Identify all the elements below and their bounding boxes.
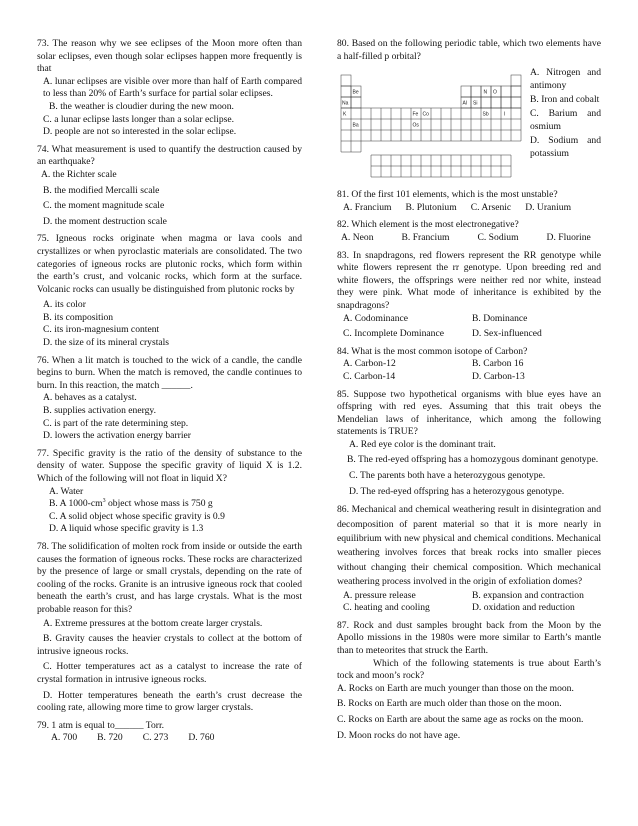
option-d: D. Moon rocks do not have age. (337, 729, 461, 741)
question-83 (337, 250, 601, 341)
cell-k: K (343, 111, 347, 118)
question-85 (337, 389, 601, 499)
option-c: C. Rocks on Earth are about the same age as rocks on the moon. (337, 714, 584, 726)
question-stem: 74. What measurement is used to quantify the destruction caused by an earthquake? (37, 143, 302, 168)
option-d: D. the size of its mineral crystals (43, 337, 170, 349)
option-b (37, 498, 302, 511)
option-c: C. a lunar eclipse lasts longer than a solar eclipse. (43, 113, 235, 125)
option-c: C. The parents both have a heterozygous genotype. (349, 470, 546, 482)
question-81 (337, 189, 601, 214)
question-82 (337, 219, 601, 244)
option-d: D. The red-eyed offspring has a heterozygous genotype. (349, 485, 565, 497)
cell-sb: Sb (482, 111, 489, 118)
question-86 (337, 503, 601, 615)
question-74 (37, 144, 302, 229)
option-a: A. 700 (51, 732, 78, 744)
question-stem: 75. Igneous rocks originate when magma or lava cools and crystallizes or when pyroclastic materials are consolidated. The two categories of igneous rocks are plutonic rocks, which form within the earth’s crust, and volcanic rocks, which form at the surface. Volcanic rocks can usually be distinguished from plutonic rocks by (37, 233, 302, 295)
option-a: A. Neon (341, 231, 374, 243)
cell-os: Os (412, 122, 419, 129)
option-b: B. Plutonium (405, 201, 457, 213)
option-c: C. A solid object whose specific gravity is 0.9 (49, 510, 225, 522)
question-stem: 86. Mechanical and chemical weathering result in disintegration and decomposition of parent material so that it is more nearly in equilibrium with new physical and chemical conditions. Mechanical weathering involves forces that break rocks into smaller pieces without changing their chemical composition. Which mechanical weathering process involved in the origin of exfoliation domes? (337, 504, 601, 588)
cell-si: Si (473, 100, 478, 107)
question-stem: 82. Which element is the most electronegative? (337, 219, 519, 231)
option-a: A. the Richter scale (41, 168, 117, 180)
option-b-superscript: 3 (102, 498, 106, 504)
options-row (337, 232, 601, 245)
option-d: D. Sex-influenced (472, 328, 542, 340)
question-76 (37, 355, 302, 443)
question-stem: 80. Based on the following periodic table, which two elements have a half-filled p orbital? (337, 38, 601, 62)
question-stem: 85. Suppose two hypothetical organisms with blue eyes have an offspring with red eyes. Assuming that this trait obeys the Mendelian laws of inheritance, which among the following statements is TRUE? (337, 388, 601, 438)
option-b: B. The red-eyed offspring has a homozygous dominant genotype. (347, 454, 599, 466)
question-stem: 76. When a lit match is touched to the wick of a candle, the candle begins to burn. When the match is removed, the candle continues to burn. In this reaction, the match ______. (37, 354, 302, 391)
option-a: A. Carbon-12 (343, 358, 396, 370)
question-stem: 83. In snapdragons, red flowers represent the RR genotype while white flowers represent the rr genotype. Upon breeding red and white flowers, the offsprings were neither red nor white, instead they were pink. What mode of inheritance is exhibited by the snapdragons? (337, 249, 601, 311)
question-75 (37, 233, 302, 349)
cell-o: O (493, 89, 497, 96)
question-79 (37, 720, 302, 745)
option-b: B. Iron and cobalt (530, 94, 600, 105)
option-c: C. Barium and osmium (530, 108, 601, 132)
option-d: D. oxidation and reduction (472, 602, 575, 614)
option-c: C. Arsenic (470, 201, 512, 213)
option-a: A. its color (43, 299, 86, 311)
question-80-options (530, 67, 601, 162)
options-row (37, 732, 302, 745)
question-stem: 87. Rock and dust samples brought back from the Moon by the Apollo missions in the 1980s were more similar to Earth’s mantle than to meteorites that struck the Earth. (337, 619, 601, 657)
option-b: B. Gravity causes the heavier crystals to collect at the bottom of intrusive igneous rocks. (37, 633, 302, 657)
option-c: C. Incomplete Dominance (343, 328, 444, 340)
question-87 (337, 620, 601, 742)
cell-i: I (504, 111, 506, 118)
question-stem-2: Which of the following statements is true about Earth’s tock and moon’s rock? (337, 657, 601, 682)
option-b-pre: B. A 1000-cm (49, 498, 103, 510)
cell-be: Be (352, 89, 359, 96)
option-c: C. Hotter temperatures act as a catalyst to increase the rate of crystal formation in intrusive igneous rocks. (37, 661, 302, 685)
question-stem: 84. What is the most common isotope of Carbon? (337, 345, 528, 357)
question-78 (37, 541, 302, 715)
option-c: C. heating and cooling (343, 602, 430, 614)
options-grid (337, 590, 601, 615)
cell-ba: Ba (352, 122, 359, 129)
cell-al: Al (462, 100, 467, 107)
periodic-table (337, 71, 525, 181)
option-d: D. lowers the activation energy barrier (43, 430, 191, 442)
question-stem: 79. 1 atm is equal to______ Torr. (37, 719, 165, 731)
option-d: D. Fluorine (546, 231, 591, 243)
option-c: C. its iron-magnesium content (43, 324, 160, 336)
option-b: B. 720 (97, 732, 123, 744)
question-stem: 77. Specific gravity is the ratio of the density of substance to the density of water. Suppose the specific gravity of liquid X is 1.2. Which of the following will not float in liquid X? (37, 447, 302, 484)
option-b: B. Carbon 16 (472, 358, 524, 370)
option-a: A. behaves as a catalyst. (43, 392, 137, 404)
option-a: A. Red eye color is the dominant trait. (349, 438, 496, 450)
option-c: C. Sodium (477, 231, 519, 243)
option-d: D. people are not so interested in the solar eclipse. (43, 126, 237, 138)
option-b: B. Rocks on Earth are much older than those on the moon. (337, 698, 562, 710)
question-84 (337, 346, 601, 384)
option-b: B. the modified Mercalli scale (43, 184, 160, 196)
option-d: D. Hotter temperatures beneath the earth’s crust decrease the cooling rate, allowing more time to grow larger crystals. (37, 689, 302, 714)
option-a: A. Rocks on Earth are much younger than those on the moon. (337, 682, 574, 694)
option-b: B. Dominance (472, 312, 528, 324)
left-column (37, 38, 302, 750)
option-a: A. Francium (343, 201, 392, 213)
option-d: D. the moment destruction scale (43, 215, 167, 227)
options-row (337, 202, 601, 215)
cell-co: Co (422, 111, 429, 118)
option-b: B. its composition (43, 311, 114, 323)
option-b: B. the weather is cloudier during the new moon. (49, 100, 234, 112)
option-b: B. expansion and contraction (472, 589, 584, 601)
option-d: D. A liquid whose specific gravity is 1.3 (49, 523, 204, 535)
cell-n: N (483, 89, 488, 96)
question-stem: 73. The reason why we see eclipses of the Moon more often than solar eclipses, even though solar eclipses happen more frequently is that (37, 38, 302, 75)
right-column (337, 38, 601, 747)
question-77 (37, 448, 302, 536)
cell-fe: Fe (412, 111, 419, 118)
option-c: C. the moment magnitude scale (43, 200, 165, 212)
option-b: B. supplies activation energy. (43, 405, 156, 417)
option-d: D. Sodium and potassium (530, 135, 601, 159)
option-c: C. is part of the rate determining step. (43, 417, 189, 429)
option-a: A. Extreme pressures at the bottom create larger crystals. (43, 617, 263, 629)
option-a: A. Codominance (343, 312, 409, 324)
option-a: A. Water (49, 485, 84, 497)
option-c: C. Carbon-14 (343, 370, 396, 382)
option-d: D. 760 (188, 732, 215, 744)
option-b: B. Francium (401, 231, 450, 243)
cell-na: Na (342, 100, 349, 107)
option-d: D. Uranium (525, 201, 572, 213)
option-a: A. lunar eclipses are visible over more than half of Earth compared to less than 20% of Earth’s surface for partial solar eclipses. (43, 75, 302, 100)
question-stem: 78. The solidification of molten rock from inside or outside the earth causes the formation of igneous rocks. These rocks are characterized by the presence of large or small crystals, depending on the rate of cooling of the rocks. Granite is an intrusive igneous rock that cooled beneath the earth’s crust, and has large crystals. What is the most probable reason for this? (37, 540, 302, 615)
option-b-post: object whose mass is 750 g (105, 498, 213, 510)
question-80 (337, 38, 601, 183)
question-stem: 81. Of the first 101 elements, which is the most unstable? (337, 189, 558, 201)
option-c: C. 273 (142, 732, 169, 744)
question-73 (37, 38, 302, 139)
option-d: D. Carbon-13 (472, 370, 525, 382)
periodic-table-block (337, 67, 601, 183)
options-grid (337, 358, 601, 383)
option-a: A. pressure release (343, 589, 416, 601)
option-a: A. Nitrogen and antimony (530, 67, 601, 91)
options-grid (337, 313, 601, 341)
